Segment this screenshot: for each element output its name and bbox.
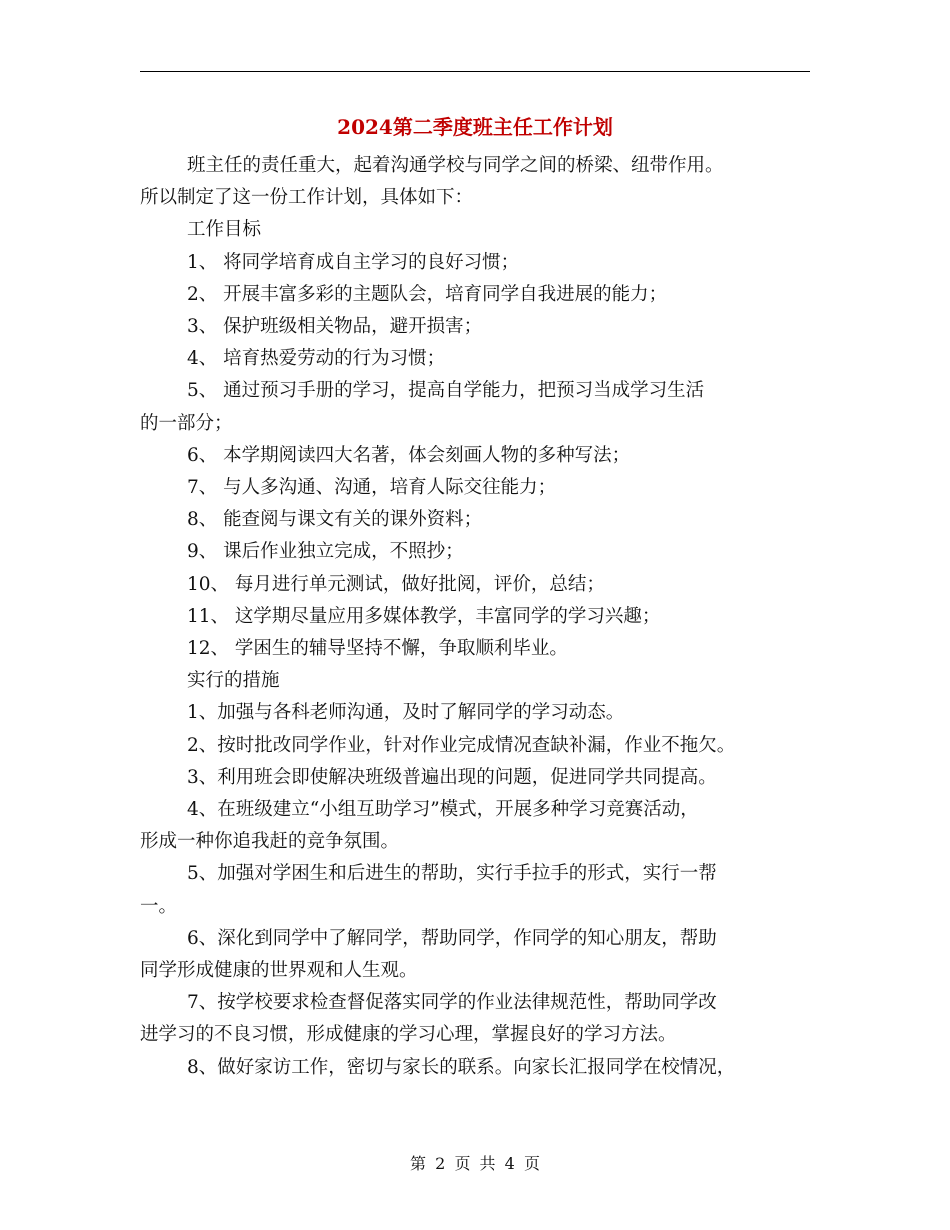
header-rule [140, 71, 810, 72]
goal-item: 6、 本学期阅读四大名著，体会刻画人物的多种写法； [187, 444, 631, 466]
measure-item-continuation: 进学习的不良习惯，形成健康的学习心理，掌握良好的学习方法。 [140, 1024, 677, 1046]
measure-item-continuation: 形成一种你追我赶的竞争氛围。 [140, 831, 400, 853]
section-heading-measures: 实行的措施 [187, 670, 280, 692]
section-heading-goals: 工作目标 [187, 219, 262, 241]
footer-label-page: 第 [410, 1154, 427, 1173]
goal-item: 12、 学困生的辅导坚持不懈，争取顺利毕业。 [187, 638, 568, 660]
footer-label-ye: 页 [454, 1154, 471, 1173]
page-footer [0, 1152, 950, 1176]
measure-item-continuation: 一。 [140, 895, 178, 917]
document-body [140, 150, 812, 1084]
footer-label-ye-2: 页 [523, 1154, 540, 1173]
measure-item: 1、加强与各科老师沟通，及时了解同学的学习动态。 [187, 702, 625, 724]
goal-item: 4、 培育热爱劳动的行为习惯； [187, 348, 446, 370]
measure-item: 3、利用班会即使解决班级普遍出现的问题，促进同学共同提高。 [187, 766, 717, 788]
goal-item: 5、 通过预习手册的学习，提高自学能力，把预习当成学习生活 [187, 380, 705, 402]
goal-item: 9、 课后作业独立完成，不照抄； [187, 541, 464, 563]
measure-item: 7、按学校要求检查督促落实同学的作业法律规范性，帮助同学改 [187, 992, 717, 1014]
goal-item: 2、 开展丰富多彩的主题队会，培育同学自我进展的能力； [187, 283, 668, 305]
measure-item: 6、深化到同学中了解同学，帮助同学，作同学的知心朋友，帮助 [187, 927, 717, 949]
footer-total-pages: 4 [504, 1154, 515, 1173]
intro-line-2: 所以制定了这一份工作计划，具体如下： [140, 187, 474, 209]
measure-item: 4、在班级建立“小组互助学习”模式，开展多种学习竞赛活动， [187, 799, 699, 821]
goal-item: 8、 能查阅与课文有关的课外资料； [187, 509, 483, 531]
measure-item: 2、按时批改同学作业，针对作业完成情况查缺补漏，作业不拖欠。 [187, 734, 736, 756]
goal-item: 10、 每月进行单元测试，做好批阅，评价，总结； [187, 573, 605, 595]
intro-line-1: 班主任的责任重大，起着沟通学校与同学之间的桥梁、纽带作用。 [187, 155, 724, 176]
goal-item: 11、 这学期尽量应用多媒体教学，丰富同学的学习兴趣； [187, 605, 661, 627]
footer-current-page: 2 [435, 1154, 446, 1173]
goal-item: 3、 保护班级相关物品，避开损害； [187, 316, 483, 338]
goal-item-continuation: 的一部分； [140, 412, 233, 434]
document-title: 2024第二季度班主任工作计划 [337, 115, 613, 139]
goal-item: 7、 与人多沟通、沟通，培育人际交往能力； [187, 477, 557, 499]
measure-item: 8、做好家访工作，密切与家长的联系。向家长汇报同学在校情况， [187, 1056, 736, 1078]
measure-item: 5、加强对学困生和后进生的帮助，实行手拉手的形式，实行一帮 [187, 863, 717, 885]
footer-label-total: 共 [479, 1154, 496, 1173]
goal-item: 1、 将同学培育成自主学习的良好习惯； [187, 251, 520, 273]
measure-item-continuation: 同学形成健康的世界观和人生观。 [140, 960, 418, 982]
